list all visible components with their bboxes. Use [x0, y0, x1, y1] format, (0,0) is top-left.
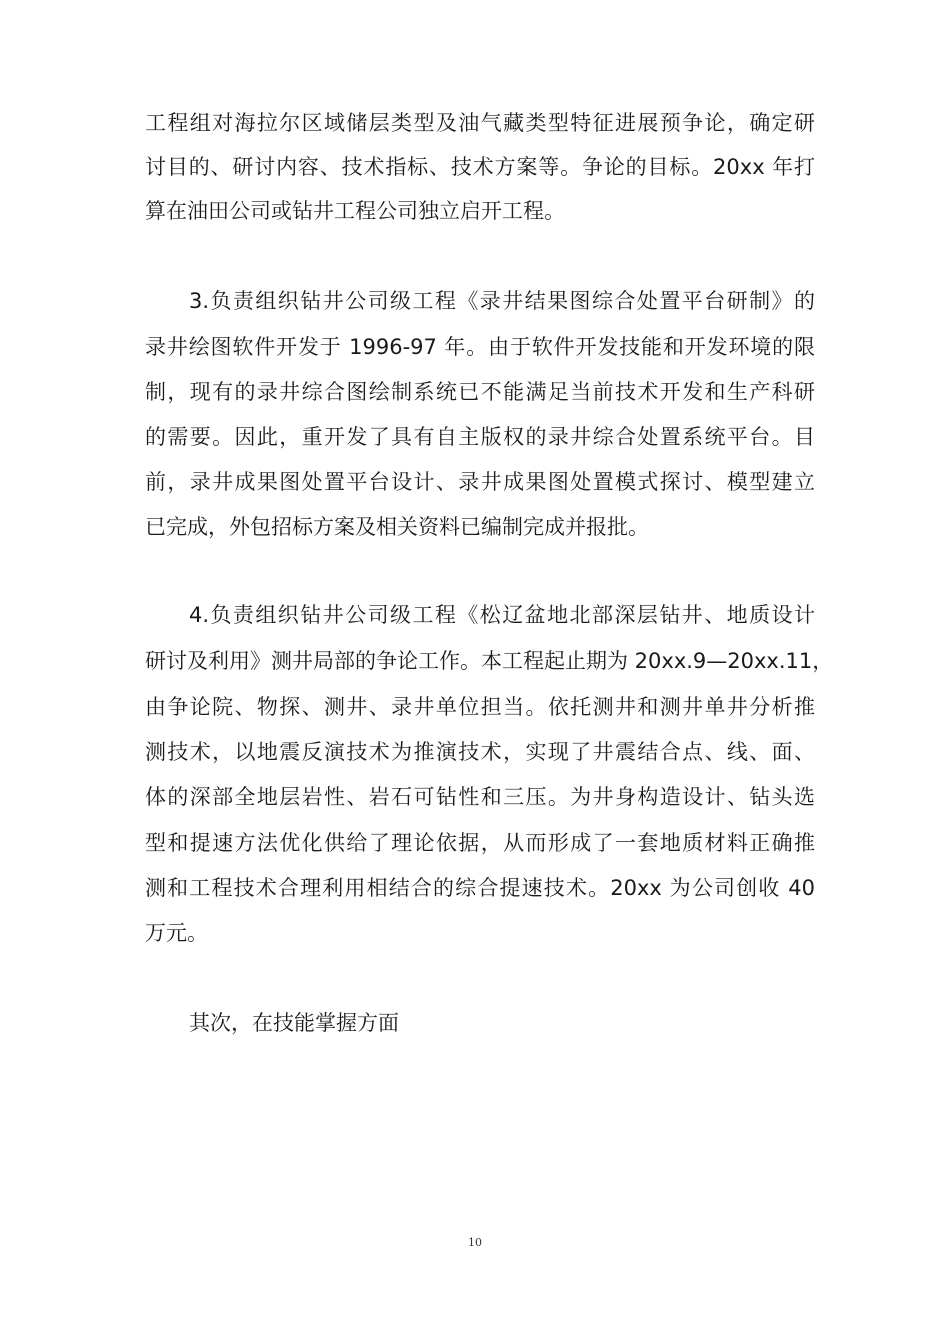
paragraph-2-line-1: 3.负责组织钻井公司级工程《录井结果图综合处置平台研制》的: [189, 289, 815, 313]
paragraph-3-line-2: 研讨及利用》测井局部的争论工作。本工程起止期为 20xx.9—20xx.11，: [145, 649, 834, 673]
paragraph-3-line-8: 万元。: [145, 921, 208, 945]
paragraph-1-line-1: 工程组对海拉尔区域储层类型及油气藏类型特征进展预争论，确定研: [145, 111, 815, 135]
paragraph-1-line-2: 讨目的、研讨内容、技术指标、技术方案等。争论的目标。20xx 年打: [145, 155, 815, 179]
paragraph-1-line-3: 算在油田公司或钻井工程公司独立启开工程。: [145, 199, 565, 223]
paragraph-3-line-7: 测和工程技术合理利用相结合的综合提速技术。20xx 为公司创收 40: [145, 876, 815, 900]
paragraph-3-line-4: 测技术，以地震反演技术为推演技术，实现了井震结合点、线、面、: [145, 740, 815, 764]
paragraph-2-line-3: 制，现有的录井综合图绘制系统已不能满足当前技术开发和生产科研: [145, 380, 815, 404]
paragraph-2-line-2: 录井绘图软件开发于 1996-97 年。由于软件开发技能和开发环境的限: [145, 335, 815, 359]
paragraph-2-line-6: 已完成，外包招标方案及相关资料已编制完成并报批。: [145, 515, 649, 539]
paragraph-2-line-4: 的需要。因此，重开发了具有自主版权的录井综合处置系统平台。目: [145, 425, 815, 449]
page-number: 10: [468, 1236, 482, 1249]
section-heading-skills: 其次，在技能掌握方面: [189, 1011, 399, 1035]
paragraph-3-line-6: 型和提速方法优化供给了理论依据，从而形成了一套地质材料正确推: [145, 831, 815, 855]
paragraph-3-line-1: 4.负责组织钻井公司级工程《松辽盆地北部深层钻井、地质设计: [189, 603, 815, 627]
paragraph-2-line-5: 前，录井成果图处置平台设计、录井成果图处置模式探讨、模型建立: [145, 470, 815, 494]
paragraph-3-line-5: 体的深部全地层岩性、岩石可钻性和三压。为井身构造设计、钻头选: [145, 785, 815, 809]
paragraph-3-line-3: 由争论院、物探、测井、录井单位担当。依托测井和测井单井分析推: [145, 695, 815, 719]
